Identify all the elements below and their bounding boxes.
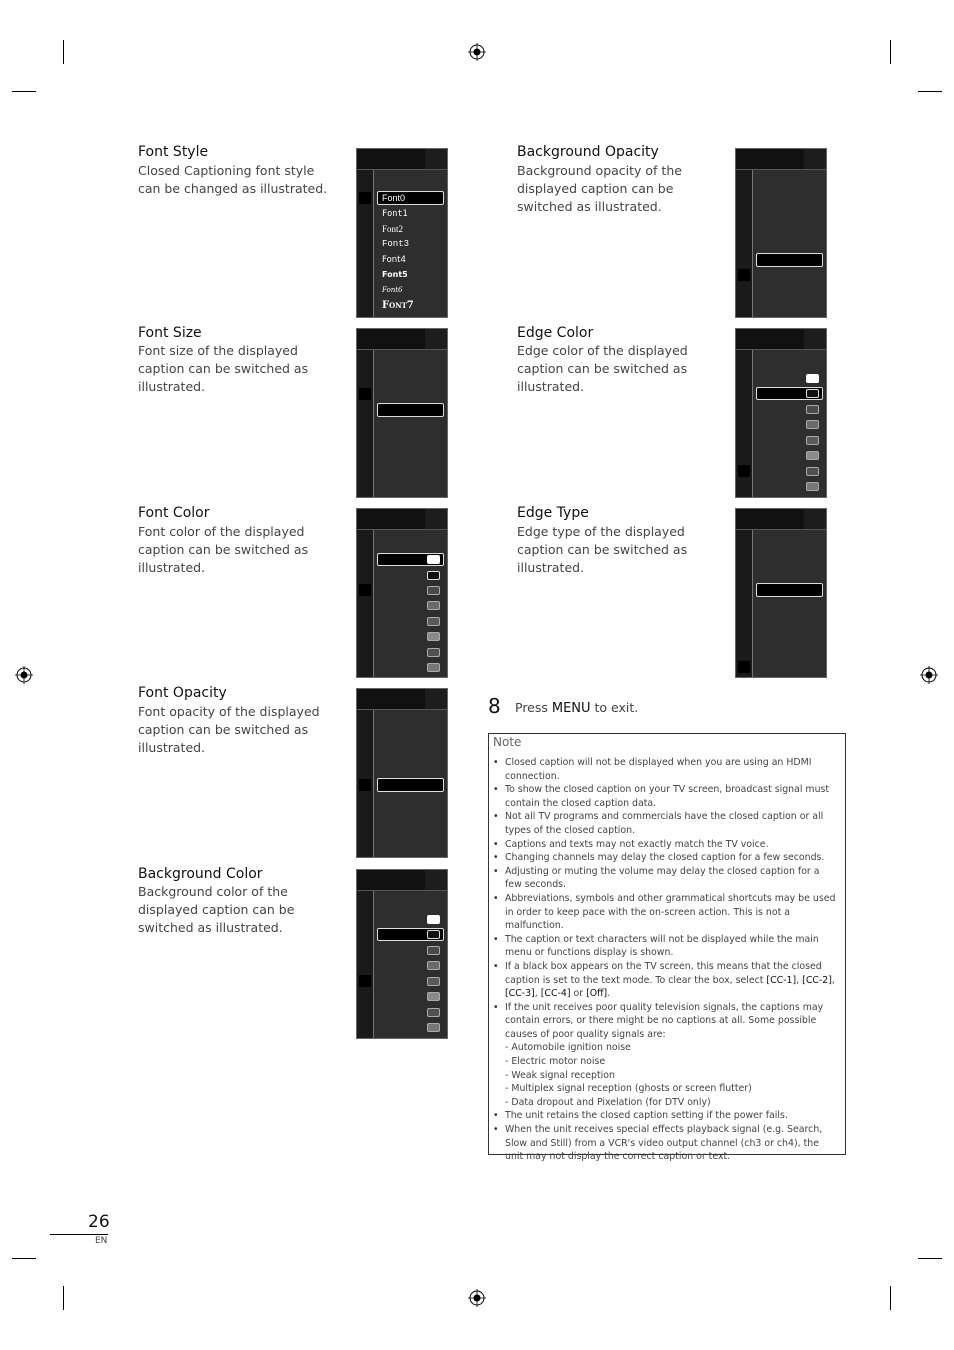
note-item: • If the unit receives poor quality television signals, the captions may contain errors, or there might be no captions at all. Some possible causes of poor quality signals are: [493,1001,839,1042]
panel-selection-bar[interactable] [756,253,823,267]
color-swatch[interactable] [427,1023,440,1032]
section-desc-font-style [138,162,327,198]
desc-line: Edge color of the displayed [517,343,688,358]
section-desc-background-color [138,883,294,936]
edge-type-menu-panel [735,508,827,678]
color-swatch[interactable] [427,601,440,610]
background-opacity-menu-panel [735,148,827,318]
font-option[interactable]: Font0 [382,193,406,203]
panel-marker [738,465,750,477]
note-item: • Captions and texts may not exactly match the TV voice. [493,838,839,852]
crop-mark [890,40,891,64]
desc-line: Closed Captioning font style [138,163,315,178]
desc-line: switched as illustrated. [517,198,662,214]
desc-line: Font opacity of the displayed [138,704,320,719]
desc-line: caption can be switched as [517,360,688,376]
note-item: • Closed caption will not be displayed when you are using an HDMI connection. [493,756,839,783]
panel-marker [359,584,371,596]
note-title: Note [493,735,522,749]
font-opacity-menu-panel [356,688,448,858]
panel-selection-bar[interactable] [756,583,823,597]
color-swatch[interactable] [806,467,819,476]
color-swatch[interactable] [427,617,440,626]
crop-mark [918,91,942,92]
font-option[interactable]: Font4 [382,255,406,265]
color-swatch[interactable] [427,571,440,580]
section-desc-edge-color [517,342,688,395]
font-option[interactable]: Font2 [382,224,404,234]
desc-line: caption can be switched as [517,541,688,557]
desc-line: Background opacity of the [517,163,682,178]
panel-marker [359,975,371,987]
note-item: • The unit retains the closed caption setting if the power fails. [493,1109,839,1123]
panel-header [736,329,826,350]
note-text: . [607,988,611,1000]
panel-left-column [357,891,374,1038]
step-text-prefix: Press [515,700,552,715]
note-sub-item: - Data dropout and Pixelation (for DTV only) [505,1096,711,1108]
color-swatch[interactable] [806,436,819,445]
crop-mark [918,1258,942,1259]
desc-line: illustrated. [138,378,206,394]
font-style-menu-panel [356,148,448,318]
font-option[interactable]: Font5 [382,270,408,279]
crop-mark [63,40,64,64]
page-number-rule [50,1234,108,1235]
crop-mark [63,1286,64,1310]
cc1-label: [CC-1] [766,974,797,986]
section-desc-font-color [138,523,308,576]
desc-line: displayed caption can be [517,180,674,196]
panel-selection-bar[interactable] [377,778,444,792]
note-item: • Adjusting or muting the volume may delay the closed caption for a few seconds. [493,865,839,892]
note-text: If a black box appears on the TV screen, this means that the closed caption is set to the text mode. To clear the box, select [505,960,822,986]
color-swatch[interactable] [427,915,440,924]
note-item: • Not all TV programs and commercials have the closed caption or all types of the closed caption. [493,810,839,837]
color-swatch[interactable] [806,420,819,429]
desc-line: illustrated. [517,378,585,394]
note-box [488,733,846,1163]
font-color-menu-panel [356,508,448,678]
cc3-label: [CC-3] [505,988,535,1000]
page-language: EN [95,1236,108,1246]
step-text-suffix: to exit. [590,700,639,715]
panel-marker [738,269,750,281]
note-sub-item: - Automobile ignition noise [505,1042,631,1054]
panel-marker [359,388,371,400]
panel-header [357,509,447,530]
section-desc-font-size [138,342,308,395]
page-number: 26 [88,1212,110,1232]
desc-line: illustrated. [138,739,206,755]
note-item: • Abbreviations, symbols and other grammatical shortcuts may be used in order to keep pace with the on-screen action. This is not a malfunction. [493,892,839,933]
section-title-font-color: Font Color [138,505,210,521]
color-swatch[interactable] [427,930,440,939]
panel-left-column [357,530,374,677]
color-swatch[interactable] [806,451,819,460]
note-list [493,756,839,1164]
section-title-font-style: Font Style [138,144,209,160]
panel-selection-bar[interactable] [377,403,444,417]
section-desc-edge-type [517,523,687,576]
step-instruction [515,700,638,716]
panel-header [736,149,826,170]
menu-key-label: MENU [551,701,591,716]
desc-line: Edge type of the displayed [517,524,685,539]
note-item [493,960,839,1001]
crop-mark [12,91,36,92]
font-option[interactable]: Font1 [382,209,408,219]
desc-line: Background color of the [138,884,288,899]
registration-mark-icon [15,666,33,684]
color-swatch[interactable] [806,389,819,398]
panel-marker [359,192,371,204]
color-swatch[interactable] [806,374,819,383]
desc-line: illustrated. [517,559,585,575]
desc-line: caption can be switched as [138,541,309,557]
font-option[interactable]: Font3 [382,239,410,249]
panel-header [357,149,447,170]
section-title-edge-type: Edge Type [517,505,589,521]
desc-line: displayed caption can be [138,901,295,917]
panel-header [357,870,447,891]
color-swatch[interactable] [427,992,440,1001]
registration-mark-icon [468,1289,486,1307]
panel-marker [359,779,371,791]
desc-line: caption can be switched as [138,721,309,737]
color-swatch[interactable] [427,586,440,595]
section-title-background-opacity: Background Opacity [517,144,659,160]
desc-line: Font color of the displayed [138,524,305,539]
color-swatch[interactable] [427,648,440,657]
color-swatch[interactable] [427,1008,440,1017]
panel-header [357,329,447,350]
color-swatch[interactable] [427,632,440,641]
note-text: , [831,974,835,986]
color-swatch[interactable] [427,977,440,986]
desc-line: caption can be switched as [138,360,309,376]
color-swatch[interactable] [806,482,819,491]
panel-left-column [357,350,374,497]
desc-line: switched as illustrated. [138,919,283,935]
section-title-font-size: Font Size [138,325,202,341]
note-sub-item: - Weak signal reception [505,1069,615,1081]
color-swatch[interactable] [427,555,440,564]
section-desc-background-opacity [517,162,682,215]
note-sub-item: - Multiplex signal reception (ghosts or screen flutter) [505,1083,752,1095]
note-text: , [796,974,803,986]
font-option[interactable]: Font7 [382,300,414,311]
section-title-font-opacity: Font Opacity [138,685,227,701]
section-title-edge-color: Edge Color [517,325,594,341]
panel-marker [738,661,750,673]
panel-header [736,509,826,530]
color-swatch[interactable] [427,946,440,955]
section-title-background-color: Background Color [138,866,263,882]
panel-left-column [736,170,753,317]
desc-line: illustrated. [138,559,206,575]
background-color-menu-panel [356,869,448,1039]
color-swatch[interactable] [427,961,440,970]
section-desc-font-opacity [138,703,320,756]
crop-mark [890,1286,891,1310]
color-swatch[interactable] [427,663,440,672]
panel-left-column [736,530,753,677]
note-text: , [534,988,541,1000]
cc4-label: [CC-4] [540,988,571,1000]
note-item: • The caption or text characters will not be displayed while the main menu or functions display is shown. [493,933,839,960]
desc-line: Font size of the displayed [138,343,298,358]
font-size-menu-panel [356,328,448,498]
note-item: • To show the closed caption on your TV screen, broadcast signal must contain the closed caption data. [493,783,839,810]
note-item: • When the unit receives special effects playback signal (e.g. Search, Slow and Still) from a VCR's video output channel (ch3 or ch4), the unit may not display the correct caption or text. [493,1123,839,1164]
edge-color-menu-panel [735,328,827,498]
note-sub-item: - Electric motor noise [505,1056,606,1068]
color-swatch[interactable] [806,405,819,414]
note-text: or [570,988,587,1000]
registration-mark-icon [920,666,938,684]
registration-mark-icon [468,43,486,61]
cc2-label: [CC-2] [802,974,832,986]
desc-line: can be changed as illustrated. [138,180,328,196]
font-option[interactable]: Font6 [382,286,403,294]
note-item: • Changing channels may delay the closed caption for a few seconds. [493,851,839,865]
panel-header [357,689,447,710]
crop-mark [12,1258,36,1259]
off-label: [Off] [586,988,608,1000]
step-number: 8 [488,694,501,718]
